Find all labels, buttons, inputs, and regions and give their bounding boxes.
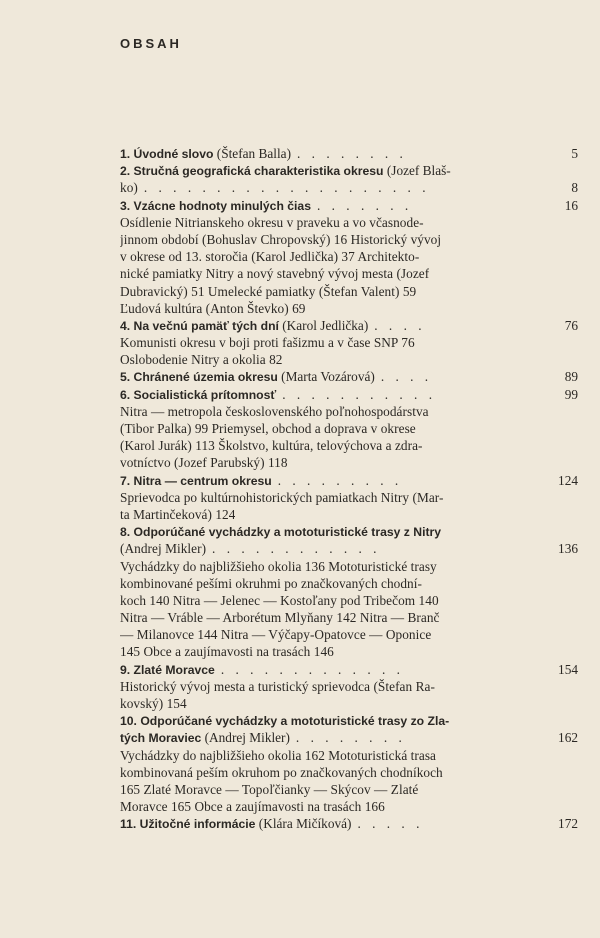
toc-entry-author: (Klára Mičíková) [255, 816, 352, 832]
leader-dots: . . . . . . . . . . . [282, 386, 437, 402]
toc-entry-title: 10. Odporúčané vychádzky a mototuristické trasy zo Zla- [120, 714, 450, 729]
toc-entry-detail [120, 592, 578, 609]
toc-entry-title: 1. Úvodné slovo [120, 147, 214, 161]
toc-entry-author: (Štefan Balla) [213, 146, 292, 161]
toc-entry-title: 4. Na večnú pamäť tých dní [120, 318, 279, 333]
toc-entry-title: 3. Vzácne hodnoty minulých čias [120, 198, 311, 213]
toc-entry-detail [120, 334, 578, 351]
toc-entry-text: Nitra — Vráble — Arborétum Mlyňany 142 Nitra — Branč [120, 610, 440, 626]
leader-dots: . . . . . . . [317, 197, 413, 213]
toc-entry-detail [120, 420, 578, 437]
toc-entry-text: kombinované pešími okruhmi po značkovaných chodní- [120, 575, 422, 591]
toc-entry-detail [120, 179, 578, 196]
toc-entry-detail [120, 781, 578, 798]
toc-entry-detail [120, 437, 578, 454]
toc-entry-detail [120, 454, 578, 471]
toc-entry-detail [120, 558, 578, 575]
toc-page-number: 162 [558, 730, 578, 746]
toc-entry [120, 729, 578, 746]
toc-entry-detail [120, 678, 578, 695]
toc-entry-detail [120, 403, 578, 420]
leader-dots: . . . . . . . . . . . . . [220, 661, 404, 677]
toc-entry-detail [120, 265, 578, 282]
toc-entry [120, 523, 578, 540]
toc-entry-text: kombinovaná peším okruhom po značkovaných chodníkoch [120, 764, 443, 780]
toc-entry-title: tých Moraviec [120, 731, 202, 746]
toc-entry-text: Sprievodca po kultúrnohistorických pamiatkach Nitry (Mar- [120, 489, 444, 505]
toc-entry-author: (Karol Jedlička) [278, 317, 369, 333]
toc-entry-text: Moravce 165 Obce a zaujímavosti na trasách 166 [120, 799, 385, 815]
toc-entry-title: 2. Stručná geografická charakteristika okresu [120, 164, 384, 179]
toc-entry-text: (Karol Jurák) 113 Školstvo, kultúra, telovýchova a zdra- [120, 438, 423, 454]
toc-entry-detail [120, 798, 578, 815]
toc-entry-text: kovský) 154 [120, 696, 187, 711]
toc-page-number: 172 [558, 816, 578, 832]
toc-entry-text: nické pamiatky Nitry a nový stavebný vývoj mesta (Jozef [120, 266, 430, 282]
leader-dots: . . . . . . . . [297, 146, 407, 161]
toc-page-number: 154 [558, 661, 578, 677]
toc-entry-detail [120, 609, 578, 626]
toc-entry-detail [120, 351, 578, 368]
toc-entry-text: Historický vývoj mesta a turistický sprievodca (Štefan Ra- [120, 678, 435, 694]
toc-entry-detail [120, 248, 578, 265]
toc-entry-title: 8. Odporúčané vychádzky a mototuristické trasy z Nitry [120, 525, 442, 540]
toc-entry [120, 712, 578, 729]
toc-entry-detail [120, 747, 578, 764]
toc-entry-detail [120, 214, 578, 231]
toc-entry-detail [120, 283, 578, 300]
toc-entry-detail [120, 231, 578, 248]
toc-entry-text: 145 Obce a zaujímavosti na trasách 146 [120, 644, 334, 660]
toc-entry-detail [120, 643, 578, 660]
toc-page-number: 8 [571, 180, 578, 196]
toc-page-number: 99 [564, 386, 578, 402]
toc-entry-text: Komunisti okresu v boji proti fašizmu a v čase SNP 76 [120, 335, 415, 351]
toc-entry-title: 5. Chránené územia okresu [120, 370, 278, 385]
toc-entry-title: 11. Užitočné informácie [120, 817, 256, 832]
toc-entry-text: jinnom období (Bohuslav Chropovský) 16 Historický vývoj [120, 231, 442, 247]
toc-entry-author: (Andrej Mikler) [201, 730, 290, 746]
toc-entry-text: Osídlenie Nitrianskeho okresu v praveku a vo včasnode- [120, 214, 424, 230]
toc-entry [120, 661, 578, 678]
toc-entry-text: Vychádzky do najbližšieho okolia 136 Mototuristické trasy [120, 558, 437, 574]
leader-dots: . . . . . . . . . . . . [212, 541, 381, 557]
toc-page-number: 5 [571, 146, 578, 161]
table-of-contents [120, 145, 578, 833]
toc-entry-title: 9. Zlaté Moravce [120, 662, 215, 677]
toc-entry-detail [120, 575, 578, 592]
toc-entry-text: votníctvo (Jozef Parubský) 118 [120, 455, 288, 471]
toc-entry-detail [120, 506, 578, 523]
toc-entry-detail [120, 695, 578, 712]
toc-entry [120, 472, 578, 489]
toc-entry-author: (Jozef Blaš- [383, 163, 451, 179]
toc-entry-text: Vychádzky do najbližšieho okolia 162 Mototuristická trasa [120, 747, 436, 763]
toc-entry [120, 317, 578, 334]
toc-entry-text: Dubravický) 51 Umelecké pamiatky (Štefan Valent) 59 [120, 283, 417, 299]
toc-page-number: 89 [564, 369, 578, 385]
leader-dots: . . . . . [357, 816, 424, 832]
toc-page-number: 124 [558, 472, 578, 488]
toc-entry-detail [120, 489, 578, 506]
toc-entry-text: (Andrej Mikler) [120, 541, 207, 557]
toc-entry [120, 197, 578, 214]
toc-entry-detail [120, 764, 578, 781]
toc-entry [120, 162, 578, 179]
toc-entry-text: v okrese od 13. storočia (Karol Jedlička) 37 Architekto- [120, 249, 420, 265]
toc-page-number: 76 [564, 317, 578, 333]
toc-entry-title: 7. Nitra — centrum okresu [120, 473, 272, 488]
toc-entry [120, 368, 578, 385]
toc-page-number: 16 [564, 197, 578, 213]
leader-dots: . . . . [374, 317, 426, 333]
toc-entry [120, 386, 578, 403]
toc-entry [120, 145, 578, 162]
toc-entry-text: Oslobodenie Nitry a okolia 82 [120, 352, 283, 368]
toc-entry-text: 165 Zlaté Moravce — Topoľčianky — Skýcov — Zlaté [120, 781, 419, 797]
toc-entry-text: Nitra — metropola československého poľnohospodárstva [120, 403, 429, 419]
toc-entry-text: koch 140 Nitra — Jelenec — Kostoľany pod Tribečom 140 [120, 592, 439, 608]
toc-page-number: 136 [558, 541, 578, 557]
toc-entry-title: 6. Socialistická prítomnosť [120, 387, 277, 402]
toc-entry [120, 815, 578, 832]
toc-entry-text: Ľudová kultúra (Anton Števko) 69 [120, 300, 306, 316]
leader-dots: . . . . [380, 369, 433, 385]
toc-entry-text: ko) [120, 180, 138, 196]
toc-entry-detail [120, 626, 578, 643]
toc-entry-text: ta Martinčeková) 124 [120, 506, 236, 522]
leader-dots: . . . . . . . . . [277, 472, 403, 488]
page-heading: OBSAH [120, 36, 182, 51]
toc-entry-detail [120, 300, 578, 317]
toc-entry-detail [120, 540, 578, 557]
toc-entry-text: (Tibor Palka) 99 Priemysel, obchod a doprava v okrese [120, 421, 416, 436]
toc-entry-text: — Milanovce 144 Nitra — Výčapy-Opatovce — Oponice [120, 627, 432, 643]
leader-dots: . . . . . . . . . . . . . . . . . . . . [143, 180, 430, 196]
toc-entry-author: (Marta Vozárová) [277, 369, 375, 385]
leader-dots: . . . . . . . . [295, 730, 406, 746]
